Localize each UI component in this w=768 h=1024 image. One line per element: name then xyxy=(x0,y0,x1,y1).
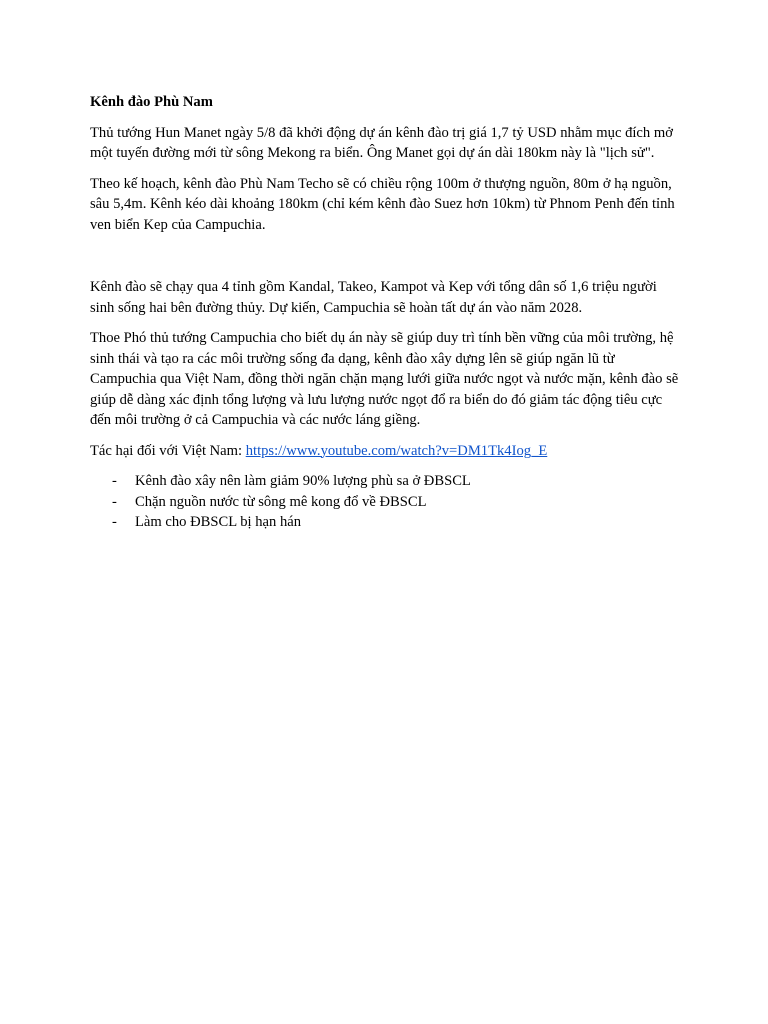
paragraph-provinces: Kênh đào sẽ chạy qua 4 tỉnh gồm Kandal, Takeo, Kampot và Kep với tổng dân số 1,6 triệu người sinh sống hai bên đường thủy. Dự kiến, Campuchia sẽ hoàn tất dự án vào năm 2028. xyxy=(90,279,657,316)
list-item-text: Chặn nguồn nước từ sông mê kong đổ về ĐBSCL xyxy=(135,493,427,510)
empty-line xyxy=(90,245,682,277)
paragraph-launch: Thủ tướng Hun Manet ngày 5/8 đã khởi động dự án kênh đào trị giá 1,7 tỷ USD nhằm mục đích mở một tuyến đường mới từ sông Mekong ra biển. Ông Manet gọi dự án dài 180km này là "lịch sử". xyxy=(90,124,673,161)
list-item xyxy=(90,471,682,492)
document-page xyxy=(90,92,682,533)
bullet-dash: - xyxy=(112,493,117,510)
list-item-text: Làm cho ĐBSCL bị hạn hán xyxy=(135,514,302,530)
list-item-text: Kênh đào xây nên làm giảm 90% lượng phù sa ở ĐBSCL xyxy=(135,473,471,489)
list-item xyxy=(90,512,682,533)
bullet-dash: - xyxy=(112,514,117,530)
harm-list xyxy=(90,471,682,533)
list-item xyxy=(90,492,682,513)
paragraph-deputy-pm: Thoe Phó thủ tướng Campuchia cho biết dụ án này sẽ giúp duy trì tính bền vững của môi trường, hệ sinh thái và tạo ra các môi trường sống đa dạng, kênh đào xây dựng lên sẽ giúp ngăn lũ từ Campuchia qua Việt Nam, đồng thời ngăn chặn mạng lưới giữa nước ngọt và nước mặn, kênh đào sẽ giúp dễ dàng xác định tổng lượng và lưu lượng nước ngọt đổ ra biển do đó giảm tác động tiêu cực đến môi trường ở cả Campuchia và các nước láng giềng. xyxy=(90,330,679,428)
bullet-dash: - xyxy=(112,473,117,489)
youtube-link[interactable]: https://www.youtube.com/watch?v=DM1Tk4Iog_E xyxy=(245,442,548,459)
paragraph-plan: Theo kế hoạch, kênh đào Phù Nam Techo sẽ có chiều rộng 100m ở thượng nguồn, 80m ở hạ nguồn, sâu 5,4m. Kênh kéo dài khoảng 180km (chỉ kém kênh đào Suez hơn 10km) từ Phnom Penh đến tỉnh ven biển Kep của Campuchia. xyxy=(90,175,675,233)
document-title: Kênh đào Phù Nam xyxy=(90,94,213,110)
harm-label: Tác hại đối với Việt Nam: xyxy=(90,442,246,459)
harm-line xyxy=(90,441,682,462)
